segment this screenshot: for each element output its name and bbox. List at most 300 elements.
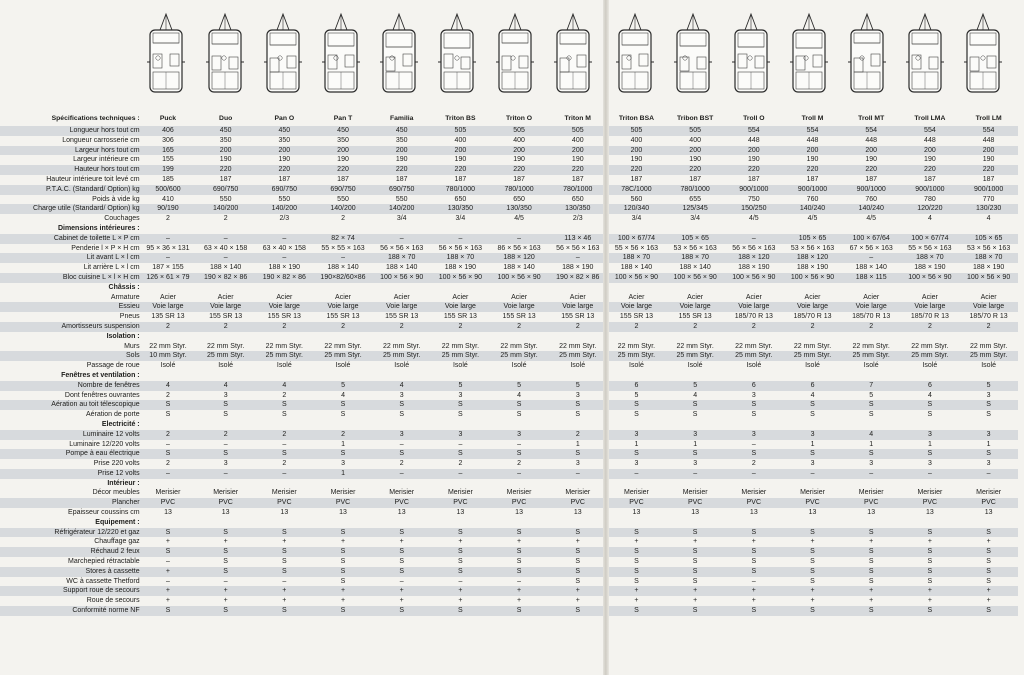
table-cell: 3/4 (455, 215, 466, 223)
table-cell: S (842, 449, 901, 459)
table-cell: + (810, 538, 815, 546)
table-cell: 2 (783, 322, 842, 332)
table-cell: S (986, 558, 991, 566)
table-cell: 2 (255, 430, 314, 440)
table-cell: PVC (372, 498, 431, 508)
table-cell: 760 (865, 195, 878, 203)
model-name: Duo (219, 115, 233, 123)
table-cell: – (166, 558, 170, 566)
table-cell: + (986, 597, 991, 605)
table-cell: Voie large (842, 302, 901, 312)
table-cell: 55 × 55 × 163 (321, 244, 365, 252)
table-cell: 2 (196, 322, 255, 332)
table-cell: 2 (341, 215, 345, 223)
table-cell: 155 SR 13 (443, 313, 477, 321)
table-cell: Acier (159, 293, 176, 301)
table-cell: – (255, 469, 314, 479)
table-cell: – (223, 577, 228, 585)
table-cell: 2 (282, 460, 287, 468)
table-cell: S (223, 411, 228, 419)
table-cell: Isolé (746, 362, 762, 370)
table-cell: 4 (372, 381, 431, 391)
table-cell: S (140, 400, 197, 410)
table-cell: S (431, 449, 490, 459)
table-cell: S (548, 606, 607, 616)
table-cell: 100 × 56 × 90 (901, 273, 960, 283)
table-cell: PVC (140, 498, 197, 508)
header-row (0, 100, 1018, 126)
table-cell: 22 mm Styr. (852, 342, 890, 350)
table-cell: S (281, 558, 287, 566)
table-cell: S (490, 606, 549, 616)
table-cell: 220 (724, 165, 783, 175)
table-cell: + (140, 567, 197, 577)
section-row (0, 420, 1018, 430)
table-cell: 2 (223, 215, 228, 223)
section-fill (140, 371, 1018, 381)
table-cell: S (607, 606, 666, 616)
table-cell: 220 (842, 165, 901, 175)
table-cell: 188 × 190 (738, 264, 770, 272)
table-cell: S (140, 528, 197, 538)
table-cell: 400 (513, 136, 525, 144)
table-cell: 3/4 (396, 215, 407, 223)
table-cell: 130/350 (490, 204, 549, 214)
table-row (0, 293, 1018, 303)
section-row (0, 224, 1018, 234)
table-cell: S (140, 547, 197, 557)
row-label: Prise 12 volts (0, 469, 140, 479)
table-cell: – (548, 253, 607, 263)
table-cell: S (783, 547, 842, 557)
table-cell: + (751, 538, 756, 546)
table-cell: – (196, 234, 255, 244)
table-cell: S (842, 547, 901, 557)
table-cell: 25 mm Styr. (431, 351, 490, 361)
table-cell: + (986, 538, 991, 546)
table-cell: 200 (959, 146, 1018, 156)
table-cell: 4 (517, 391, 522, 399)
table-cell: 187 (924, 175, 936, 183)
table-cell: 1 (314, 469, 373, 479)
table-cell: S (196, 528, 255, 538)
table-cell: S (724, 400, 783, 410)
table-row (0, 528, 1018, 538)
table-cell: 140/240 (783, 204, 842, 214)
table-row (0, 577, 1018, 587)
floor-plan-icon (847, 12, 887, 96)
table-cell: S (548, 449, 607, 459)
table-cell: 3 (341, 460, 345, 468)
table-cell: Isolé (922, 362, 938, 370)
table-cell: – (458, 440, 463, 448)
table-cell: S (490, 567, 549, 577)
table-cell: S (255, 606, 314, 616)
table-row (0, 498, 1018, 508)
page-fold (603, 0, 609, 675)
table-cell: Isolé (805, 362, 820, 370)
table-cell: – (666, 469, 725, 479)
table-cell: 554 (783, 126, 842, 136)
table-cell: 4 (810, 391, 815, 399)
table-cell: 750 (747, 195, 760, 203)
table-cell: S (986, 577, 991, 585)
table-cell: 505 (666, 126, 725, 136)
table-cell: Isolé (276, 362, 292, 370)
table-cell: 100 × 56 × 90 (666, 273, 725, 283)
table-cell: + (869, 597, 874, 605)
table-cell: 140/200 (255, 204, 314, 214)
table-cell: 25 mm Styr. (255, 351, 314, 361)
table-cell: 1 (869, 440, 874, 448)
table-cell: S (959, 567, 1018, 577)
row-label: Prise 220 volts (93, 460, 140, 468)
table-cell: – (751, 440, 756, 448)
table-cell: S (607, 449, 666, 459)
table-row (0, 596, 1018, 606)
table-cell: PVC (724, 498, 783, 508)
table-cell: Voie large (490, 302, 549, 312)
table-cell: S (140, 449, 197, 459)
table-cell: Acier (863, 293, 880, 301)
table-cell: 220 (666, 165, 725, 175)
table-cell: 2 (140, 322, 197, 332)
table-cell: S (431, 547, 490, 557)
table-cell: 3 (986, 460, 991, 468)
table-cell: S (431, 528, 490, 538)
table-cell: S (372, 567, 431, 577)
table-cell: S (548, 528, 607, 538)
row-label: Support roue de secours (0, 586, 140, 596)
table-cell: S (516, 558, 522, 566)
table-cell: 190 (689, 156, 701, 164)
table-cell: Merisier (858, 489, 884, 497)
table-cell: Acier (569, 293, 586, 301)
table-cell: 780/1000 (666, 185, 725, 195)
table-cell: 100 × 67/64 (842, 234, 901, 244)
table-cell: 22 mm Styr. (559, 342, 597, 350)
table-cell: Isolé (160, 362, 176, 370)
table-cell: – (282, 577, 287, 585)
table-cell: 220 (255, 165, 314, 175)
table-cell: 126 × 61 × 79 (140, 273, 197, 283)
table-cell: Acier (276, 293, 293, 301)
table-cell: S (724, 606, 783, 616)
table-cell: 2 (166, 215, 170, 223)
table-cell: 140/200 (372, 204, 431, 214)
table-cell: 155 SR 13 (209, 313, 243, 321)
table-cell: 554 (842, 126, 901, 136)
table-cell: S (255, 528, 314, 538)
row-label: Roue de secours (86, 597, 140, 605)
table-cell: 690/750 (196, 185, 255, 195)
table-cell: Voie large (431, 302, 490, 312)
table-row (0, 391, 1018, 401)
table-cell: 200 (783, 146, 842, 156)
table-cell: 200 (724, 146, 783, 156)
table-cell: 220 (959, 165, 1018, 175)
table-cell: 690/750 (372, 185, 431, 195)
table-cell: 188 × 190 (268, 264, 300, 272)
table-cell: PVC (314, 498, 373, 508)
table-cell: 4 (140, 381, 197, 391)
table-cell: S (490, 547, 549, 557)
table-cell: S (959, 606, 1018, 616)
table-cell: Voie large (140, 302, 197, 312)
table-cell: 120/340 (607, 204, 666, 214)
table-cell: + (431, 586, 490, 596)
table-cell: – (959, 469, 1018, 479)
table-cell: S (783, 528, 842, 538)
table-cell: 220 (783, 165, 842, 175)
row-label: Poids à vide kg (92, 195, 140, 203)
table-cell: 220 (607, 165, 666, 175)
table-cell: Voie large (666, 302, 725, 312)
table-cell: Voie large (548, 302, 607, 312)
table-row (0, 175, 1018, 185)
table-cell: + (399, 538, 404, 546)
table-cell: 22 mm Styr. (676, 342, 714, 350)
table-cell: 155 SR 13 (502, 313, 536, 321)
table-cell: S (810, 411, 815, 419)
row-label: Penderie l × P × H cm (71, 244, 140, 252)
table-cell: Isolé (218, 362, 234, 370)
table-cell: 3 (693, 460, 698, 468)
table-cell: 13 (573, 509, 582, 517)
table-cell: 690/750 (255, 185, 314, 195)
table-cell: 140/200 (314, 204, 373, 214)
row-label: Lit arrière L × l cm (83, 264, 140, 272)
table-cell: 2 (548, 322, 607, 332)
table-cell: + (842, 586, 901, 596)
table-cell: 185/70 R 13 (852, 313, 891, 321)
table-cell: 4 (842, 430, 901, 440)
table-cell: + (196, 586, 255, 596)
table-cell: 13 (867, 509, 876, 517)
table-cell: + (340, 597, 346, 605)
table-cell: 187 (806, 175, 819, 183)
table-cell: 5 (548, 381, 607, 391)
table-cell: 190 × 82 × 86 (255, 273, 314, 283)
table-cell: S (927, 558, 933, 566)
section-fill (140, 518, 1018, 528)
table-cell: S (783, 449, 842, 459)
row-label: Pneus (119, 313, 140, 321)
table-cell: 187 × 155 (152, 264, 184, 272)
table-cell: – (372, 469, 431, 479)
table-cell: 6 (901, 381, 960, 391)
table-cell: 140/200 (196, 204, 255, 214)
table-cell: Merisier (800, 489, 825, 497)
table-cell: + (223, 538, 228, 546)
table-cell: – (517, 440, 522, 448)
table-cell: S (842, 528, 901, 538)
table-cell: Merisier (624, 489, 649, 497)
row-label: Stores à cassette (0, 567, 140, 577)
row-label: Réfrigérateur 12/220 et gaz (0, 528, 140, 538)
row-label: Luminaire 12/220 volts (69, 440, 140, 448)
table-cell: 190 (571, 156, 584, 164)
table-cell: 3 (959, 430, 1018, 440)
table-cell: 155 SR 13 (678, 313, 712, 321)
table-cell: + (517, 597, 522, 605)
table-cell: – (517, 577, 522, 585)
table-cell: 3 (490, 430, 549, 440)
table-cell: S (666, 528, 725, 538)
floor-plan-icon (495, 12, 535, 96)
table-cell: 188 × 140 (620, 264, 653, 272)
table-cell: S (314, 606, 373, 616)
table-cell: 4/5 (807, 215, 818, 223)
table-cell: PVC (666, 498, 725, 508)
section-row (0, 479, 1018, 489)
table-cell: 188 × 70 (666, 253, 725, 263)
table-cell: Voie large (196, 302, 255, 312)
table-row (0, 351, 1018, 361)
table-row (0, 430, 1018, 440)
table-cell: 190 (924, 156, 936, 164)
table-row (0, 165, 1018, 175)
table-cell: + (399, 597, 404, 605)
table-cell: S (666, 567, 725, 577)
table-cell: + (927, 538, 932, 546)
table-cell: + (575, 538, 580, 546)
table-cell: 187 (865, 175, 878, 183)
table-cell: 13 (691, 509, 700, 517)
table-cell: S (842, 567, 901, 577)
table-cell: S (901, 567, 960, 577)
table-cell: 155 SR 13 (561, 313, 595, 321)
table-row (0, 273, 1018, 283)
table-cell: 3 (223, 391, 228, 399)
table-cell: PVC (842, 498, 901, 508)
table-cell: – (458, 577, 463, 585)
table-cell: 190 (747, 156, 760, 164)
table-cell: 188 × 70 (372, 253, 431, 263)
table-cell: 55 × 56 × 163 (908, 244, 952, 252)
table-cell: 120/220 (901, 204, 960, 214)
table-cell: PVC (196, 498, 255, 508)
table-row (0, 302, 1018, 312)
floor-plan-row (0, 12, 1024, 96)
row-label: Réchaud 2 feux (0, 547, 140, 557)
table-cell: Merisier (271, 489, 297, 497)
row-label: Conformité norme NF (0, 606, 140, 616)
table-cell: – (901, 469, 960, 479)
row-label: Décor meubles (92, 489, 140, 497)
table-cell: S (490, 400, 549, 410)
table-cell: 448 (982, 136, 995, 144)
table-cell: 3 (986, 391, 991, 399)
table-cell: 900/1000 (783, 185, 842, 195)
table-cell: 4/5 (514, 215, 524, 223)
table-cell: – (724, 234, 783, 244)
model-name: Troll O (743, 115, 765, 123)
table-cell: 3 (575, 460, 580, 468)
table-cell: 4 (255, 381, 314, 391)
table-cell: 4/5 (866, 215, 877, 223)
row-label: Marchepied rétractable (68, 558, 140, 566)
table-cell: 1 (341, 440, 345, 448)
row-label: Hauteur hors tout cm (0, 165, 140, 175)
section-label: Equipement : (95, 518, 140, 526)
table-cell: Voie large (959, 302, 1018, 312)
section-label: Electricité : (101, 420, 140, 428)
floor-plan-icon (437, 12, 477, 96)
table-cell: S (372, 547, 431, 557)
table-cell: 100 × 56 × 90 (724, 273, 783, 283)
table-cell: 3 (666, 430, 725, 440)
table-row (0, 469, 1018, 479)
table-cell: 13 (397, 509, 406, 517)
table-cell: + (751, 597, 756, 605)
table-cell: S (431, 606, 490, 616)
row-label: Largeur hors tout cm (0, 146, 140, 156)
table-row (0, 234, 1018, 244)
section-row (0, 283, 1018, 293)
table-cell: 185/70 R 13 (793, 313, 832, 321)
table-cell: 22 mm Styr. (383, 342, 421, 350)
table-row (0, 214, 1018, 224)
section-fill (140, 332, 1018, 342)
table-row (0, 459, 1018, 469)
table-cell: S (666, 606, 725, 616)
table-cell: S (516, 411, 522, 419)
row-label: Longueur hors tout cm (0, 126, 140, 136)
table-cell: 2 (458, 460, 463, 468)
table-cell: 187 (219, 175, 232, 183)
table-cell: 690/750 (314, 185, 373, 195)
row-label: Longueur carrosserie cm (62, 136, 140, 144)
table-cell: 55 × 56 × 163 (614, 244, 659, 252)
table-cell: + (724, 586, 783, 596)
table-cell: 2 (140, 430, 197, 440)
section-row (0, 332, 1018, 342)
table-cell: 350 (337, 136, 349, 144)
table-cell: Merisier (976, 489, 1002, 497)
table-cell: 400 (571, 136, 584, 144)
table-cell: 188 × 120 (490, 253, 549, 263)
table-cell: S (314, 400, 373, 410)
table-cell: S (692, 577, 698, 585)
table-cell: Isolé (452, 362, 468, 370)
table-cell: 63 × 40 × 158 (262, 244, 306, 252)
table-cell: 2 (548, 430, 607, 440)
table-cell: S (959, 547, 1018, 557)
table-cell: Merisier (155, 489, 181, 497)
table-cell: S (724, 547, 783, 557)
table-cell: Voie large (901, 302, 960, 312)
table-cell: 187 (454, 175, 467, 183)
table-cell: 13 (164, 509, 172, 517)
table-row (0, 537, 1018, 547)
table-cell: 3 (372, 430, 431, 440)
table-cell: S (724, 449, 783, 459)
table-cell: Voie large (314, 302, 373, 312)
table-cell: 4 (196, 381, 255, 391)
table-cell: S (607, 547, 666, 557)
row-label: Aération de porte (85, 411, 140, 419)
table-cell: 135 SR 13 (151, 313, 185, 321)
table-cell: 105 × 65 (959, 234, 1018, 244)
table-cell: PVC (959, 498, 1018, 508)
table-cell: 3 (724, 430, 783, 440)
table-cell: Voie large (255, 302, 314, 312)
floor-plan-icon (731, 12, 771, 96)
table-cell: S (927, 577, 933, 585)
table-cell: 1 (927, 440, 932, 448)
table-cell: S (842, 400, 901, 410)
